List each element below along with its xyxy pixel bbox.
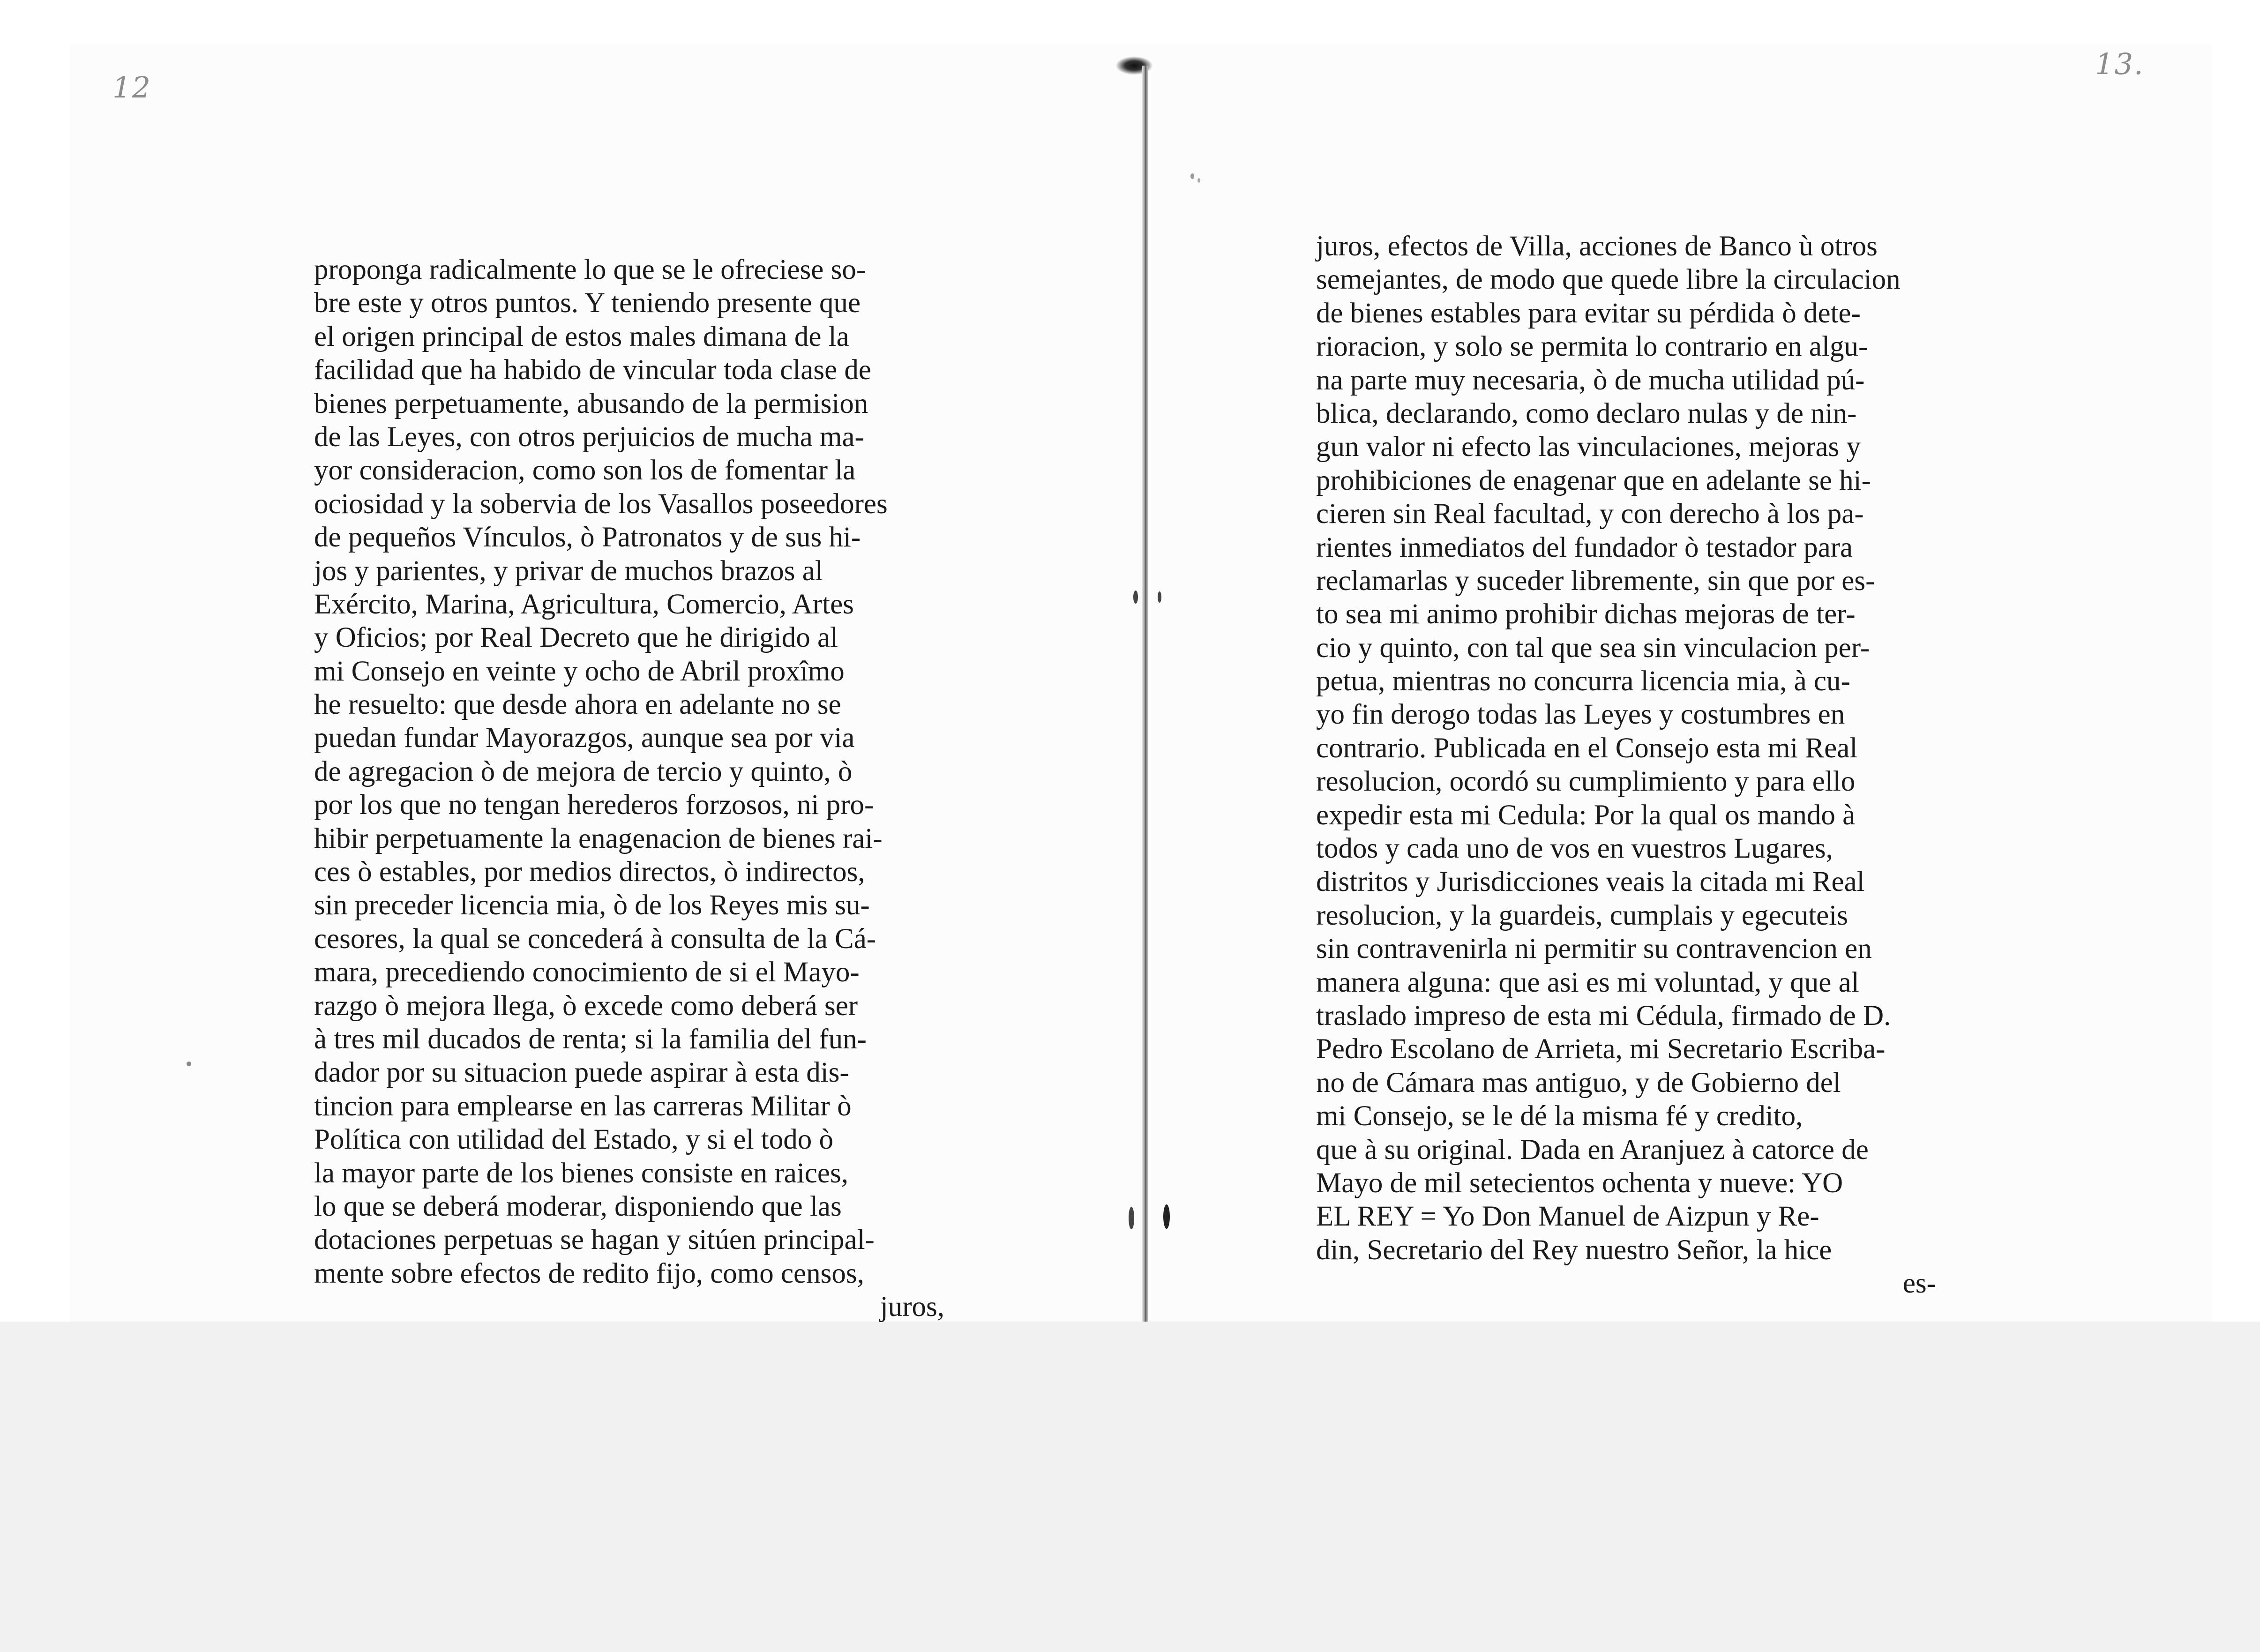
text-line: Pedro Escolano de Arrieta, mi Secretario Escriba- <box>1316 1033 1886 1065</box>
text-line: he resuelto: que desde ahora en adelante no se <box>314 689 841 721</box>
text-line: cio y quinto, con tal que sea sin vinculacion per- <box>1316 632 1870 664</box>
ink-speck <box>1158 591 1161 603</box>
text-line: juros, efectos de Villa, acciones de Banco ù otros <box>1316 231 1878 262</box>
text-line: to sea mi animo prohibir dichas mejoras de ter- <box>1316 598 1856 630</box>
text-line: facilidad que ha habido de vincular toda clase de <box>314 354 871 386</box>
scan-bottom-band <box>0 1322 2260 1652</box>
text-line: semejantes, de modo que quede libre la circulacion <box>1316 264 1901 296</box>
text-line: lo que se deberá moderar, disponiendo que las <box>314 1190 842 1222</box>
text-line: prohibiciones de enagenar que en adelante se hi- <box>1316 464 1871 496</box>
ink-speck <box>1197 178 1200 183</box>
text-line: resolucion, y la guardeis, cumplais y egecuteis <box>1316 899 1848 931</box>
text-line: de las Leyes, con otros perjuicios de mucha ma- <box>314 421 864 453</box>
text-line: no de Cámara mas antiguo, y de Gobierno del <box>1316 1067 1841 1099</box>
text-line: gun valor ni efecto las vinculaciones, mejoras y <box>1316 431 1861 463</box>
text-line: expedir esta mi Cedula: Por la qual os mando à <box>1316 799 1856 831</box>
text-line: EL REY = Yo Don Manuel de Aizpun y Re- <box>1316 1201 1819 1233</box>
left-page-text <box>314 253 975 1324</box>
ink-speck <box>1190 173 1194 179</box>
text-line: el origen principal de estos males dimana de la <box>314 321 849 352</box>
text-line: de agregacion ò de mejora de tercio y quinto, ò <box>314 755 853 787</box>
right-folio-number: 13. <box>2095 47 2144 81</box>
ink-speck <box>1133 591 1138 604</box>
text-line: todos y cada uno de vos en vuestros Lugares, <box>1316 833 1833 865</box>
text-line: sin preceder licencia mia, ò de los Reyes mis su- <box>314 890 870 921</box>
text-line: blica, declarando, como declaro nulas y de nin- <box>1316 397 1857 429</box>
text-line: reclamarlas y suceder libremente, sin que por es- <box>1316 565 1875 597</box>
left-folio-number: 12 <box>112 70 151 105</box>
text-line: petua, mientras no concurra licencia mia, à cu- <box>1316 665 1850 697</box>
text-line: por los que no tengan herederos forzosos, ni pro- <box>314 789 874 821</box>
text-line: contrario. Publicada en el Consejo esta mi Real <box>1316 732 1858 764</box>
text-line: mara, precediendo conocimiento de si el Mayo- <box>314 957 860 988</box>
text-line: yo fin derogo todas las Leyes y costumbres en <box>1316 699 1845 731</box>
text-line: resolucion, ocordó su cumplimiento y para ello <box>1316 766 1856 798</box>
text-line: yor consideracion, como son los de fomentar la <box>314 455 856 486</box>
text-line: proponga radicalmente lo que se le ofreciese so- <box>314 254 866 285</box>
text-line: hibir perpetuamente la enagenacion de bienes rai- <box>314 822 883 854</box>
text-line: à tres mil ducados de renta; si la familia del fun- <box>314 1023 867 1055</box>
text-line: rientes inmediatos del fundador ò testador para <box>1316 531 1853 563</box>
text-line: rioracion, y solo se permita lo contrario en algu- <box>1316 331 1868 363</box>
text-line: de bienes estables para evitar su pérdida ò dete- <box>1316 297 1861 329</box>
text-line: y Oficios; por Real Decreto que he dirigido al <box>314 622 838 654</box>
text-line: de pequeños Vínculos, ò Patronatos y de sus hi- <box>314 522 861 553</box>
catchword: juros, <box>880 1291 944 1323</box>
text-line: cesores, la qual se concederá à consulta de la Cá- <box>314 923 876 955</box>
right-page-text <box>1316 230 1981 1301</box>
ink-speck <box>1163 1204 1170 1229</box>
text-line: que à su original. Dada en Aranjuez à catorce de <box>1316 1134 1869 1166</box>
text-line: distritos y Jurisdicciones veais la citada mi Real <box>1316 866 1865 898</box>
text-line: mi Consejo, se le dé la misma fé y credito, <box>1316 1100 1803 1132</box>
text-line: ces ò estables, por medios directos, ò indirectos, <box>314 856 865 888</box>
text-line: puedan fundar Mayorazgos, aunque sea por via <box>314 722 855 754</box>
ink-speck <box>187 1061 191 1066</box>
text-line: mente sobre efectos de redito fijo, como censos, <box>314 1257 864 1289</box>
text-line: bienes perpetuamente, abusando de la permision <box>314 388 868 419</box>
text-line: jos y parientes, y privar de muchos brazos al <box>314 555 823 587</box>
text-line: mi Consejo en veinte y ocho de Abril proxîmo <box>314 655 845 687</box>
text-line: bre este y otros puntos. Y teniendo presente que <box>314 287 861 319</box>
text-line: manera alguna: que asi es mi voluntad, y que al <box>1316 966 1859 998</box>
ink-speck <box>1129 1207 1134 1229</box>
book-gutter <box>1142 66 1148 1322</box>
text-line: la mayor parte de los bienes consiste en raices, <box>314 1157 848 1189</box>
text-line: dador por su situacion puede aspirar à esta dis- <box>314 1057 849 1089</box>
text-line: tincion para emplearse en las carreras Militar ò <box>314 1090 852 1122</box>
text-line: din, Secretario del Rey nuestro Señor, la hice <box>1316 1234 1832 1266</box>
text-line: cieren sin Real facultad, y con derecho à los pa- <box>1316 498 1864 530</box>
text-line: Mayo de mil setecientos ochenta y nueve: YO <box>1316 1167 1843 1199</box>
text-line: traslado impreso de esta mi Cédula, firmado de D. <box>1316 1000 1891 1032</box>
text-line: na parte muy necesaria, ò de mucha utilidad pú- <box>1316 364 1865 396</box>
text-line: razgo ò mejora llega, ò excede como deberá ser <box>314 990 858 1022</box>
text-line: sin contravenirla ni permitir su contravencion en <box>1316 933 1872 965</box>
text-line: ociosidad y la sobervia de los Vasallos poseedores <box>314 488 888 520</box>
catchword: es- <box>1902 1268 1936 1300</box>
text-line: Exército, Marina, Agricultura, Comercio, Artes <box>314 588 854 620</box>
text-line: Política con utilidad del Estado, y si el todo ò <box>314 1124 834 1156</box>
text-line: dotaciones perpetuas se hagan y sitúen principal- <box>314 1224 875 1256</box>
